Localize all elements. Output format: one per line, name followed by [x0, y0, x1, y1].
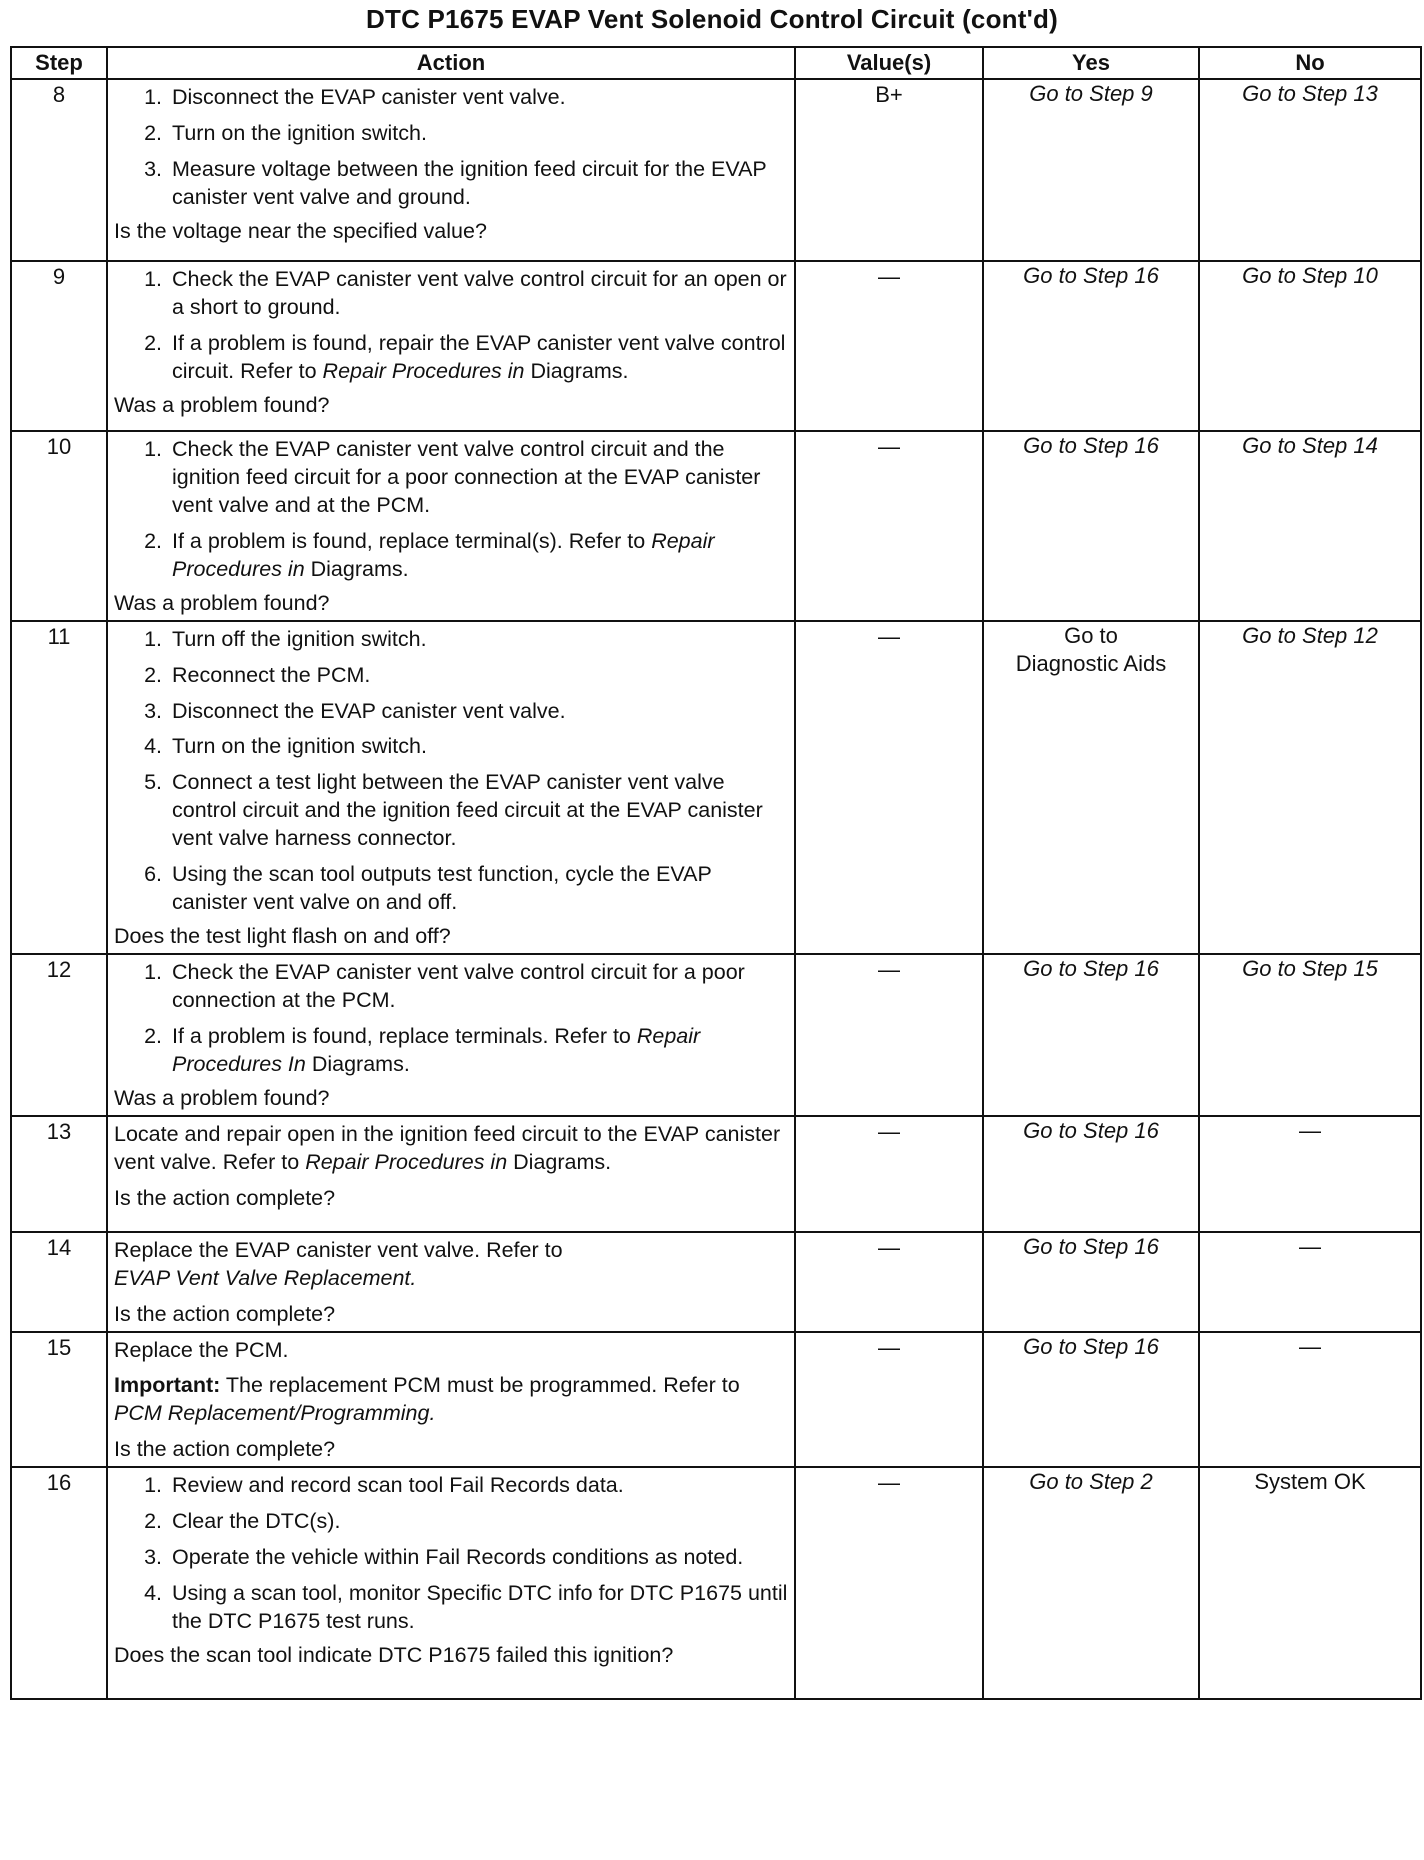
table-row-step-14	[11, 1232, 1421, 1332]
list-item: 1. Check the EVAP canister vent valve control circuit and the ignition feed circuit for a poor connection at the EVAP canister vent valve and at the PCM.	[144, 437, 761, 517]
yes-cell: Go to Step 16	[983, 431, 1199, 621]
action-cell	[107, 1467, 795, 1699]
table-row-step-15	[11, 1332, 1421, 1468]
table-row-step-12	[11, 954, 1421, 1116]
yes-cell: Go to Diagnostic Aids	[983, 621, 1199, 954]
list-item: 1. Check the EVAP canister vent valve control circuit for an open or a short to ground.	[144, 267, 787, 319]
list-item: 1. Review and record scan tool Fail Records data.	[144, 1473, 624, 1498]
value-cell: —	[795, 1467, 983, 1699]
list-item: 5. Connect a test light between the EVAP canister vent valve control circuit and the ignition feed circuit at the EVAP canister vent valve harness connector.	[144, 770, 763, 851]
no-cell: —	[1199, 1116, 1421, 1232]
list-item: 1. Turn off the ignition switch.	[144, 626, 427, 651]
yes-cell: Go to Step 16	[983, 261, 1199, 431]
yes-cell: Go to Step 9	[983, 79, 1199, 261]
list-item: 1. Disconnect the EVAP canister vent valve.	[144, 85, 566, 109]
list-item: 3. Measure voltage between the ignition feed circuit for the EVAP canister vent valve and ground.	[144, 156, 767, 209]
step-number: 11	[11, 621, 107, 954]
value-cell: —	[795, 1116, 983, 1232]
step-number: 9	[11, 261, 107, 431]
yes-cell: Go to Step 2	[983, 1467, 1199, 1699]
action-question: Was a problem found?	[114, 392, 330, 417]
step-number: 14	[11, 1232, 107, 1332]
page-title: DTC P1675 EVAP Vent Solenoid Control Circuit (cont'd)	[366, 4, 1058, 34]
yes-cell: Go to Step 16	[983, 954, 1199, 1116]
list-item: 4. Using a scan tool, monitor Specific DTC info for DTC P1675 until the DTC P1675 test runs.	[144, 1581, 788, 1633]
list-item: 2. Clear the DTC(s).	[144, 1509, 341, 1534]
table-row-step-13	[11, 1116, 1421, 1232]
yes-cell: Go to Step 16	[983, 1332, 1199, 1468]
list-item: 6. Using the scan tool outputs test function, cycle the EVAP canister vent valve on and off.	[144, 862, 712, 915]
no-cell: Go to Step 10	[1199, 261, 1421, 431]
action-cell	[107, 79, 795, 261]
yes-cell: Go to Step 16	[983, 1232, 1199, 1332]
action-steps	[114, 84, 788, 212]
no-cell: Go to Step 12	[1199, 621, 1421, 954]
action-question: Is the action complete?	[114, 1185, 336, 1210]
list-item: 2. If a problem is found, replace terminal(s). Refer to Repair Procedures in Diagrams.	[144, 528, 715, 581]
list-item: 3. Operate the vehicle within Fail Records conditions as noted.	[144, 1545, 744, 1570]
no-cell: Go to Step 13	[1199, 79, 1421, 261]
no-cell: Go to Step 14	[1199, 431, 1421, 621]
action-question: Does the scan tool indicate DTC P1675 failed this ignition?	[114, 1642, 674, 1667]
table-row-step-8	[11, 79, 1421, 261]
list-item: 3. Disconnect the EVAP canister vent valve.	[144, 698, 566, 723]
table-row-step-11	[11, 621, 1421, 954]
action-question: Is the action complete?	[114, 1301, 336, 1326]
important-note: Important: The replacement PCM must be programmed. Refer to PCM Replacement/Programming.	[114, 1373, 740, 1426]
value-cell: —	[795, 621, 983, 954]
header-step: Step	[11, 47, 107, 79]
step-number: 13	[11, 1116, 107, 1232]
header-values: Value(s)	[795, 47, 983, 79]
action-cell	[107, 954, 795, 1116]
header-row	[11, 47, 1421, 79]
list-item: 2. If a problem is found, replace terminals. Refer to Repair Procedures In Diagrams.	[144, 1023, 701, 1076]
table-row-step-9	[11, 261, 1421, 431]
list-item: 2. Reconnect the PCM.	[144, 662, 371, 687]
value-cell: —	[795, 1232, 983, 1332]
action-cell	[107, 261, 795, 431]
step-number: 12	[11, 954, 107, 1116]
no-cell: —	[1199, 1232, 1421, 1332]
action-question: Does the test light flash on and off?	[114, 924, 451, 949]
action-cell	[107, 621, 795, 954]
header-yes: Yes	[983, 47, 1199, 79]
action-question: Was a problem found?	[114, 590, 330, 615]
step-number: 15	[11, 1332, 107, 1468]
no-cell: —	[1199, 1332, 1421, 1468]
list-item: 1. Check the EVAP canister vent valve control circuit for a poor connection at the PCM.	[144, 960, 745, 1012]
diagnostic-table	[10, 46, 1422, 1700]
value-cell: —	[795, 954, 983, 1116]
yes-cell: Go to Step 16	[983, 1116, 1199, 1232]
action-cell: Locate and repair open in the ignition feed circuit to the EVAP canister vent valve. Refer to Repair Procedures in Diagrams. Is the action complete?	[107, 1116, 795, 1232]
header-action: Action	[107, 47, 795, 79]
step-number: 8	[11, 79, 107, 261]
list-item: 2. Turn on the ignition switch.	[144, 120, 427, 145]
action-cell: Replace the EVAP canister vent valve. Refer to EVAP Vent Valve Replacement. Is the action complete?	[107, 1232, 795, 1332]
table-row-step-16	[11, 1467, 1421, 1699]
value-cell: —	[795, 261, 983, 431]
action-question: Is the voltage near the specified value?	[114, 218, 487, 243]
action-question: Was a problem found?	[114, 1085, 330, 1110]
no-cell: Go to Step 15	[1199, 954, 1421, 1116]
step-number: 10	[11, 431, 107, 621]
table-row-step-10	[11, 431, 1421, 621]
value-cell: —	[795, 1332, 983, 1468]
no-cell: System OK	[1199, 1467, 1421, 1699]
value-cell: —	[795, 431, 983, 621]
action-cell: Replace the PCM. Important: The replacement PCM must be programmed. Refer to PCM Replacement/Programming. Is the action complete?	[107, 1332, 795, 1468]
step-number: 16	[11, 1467, 107, 1699]
header-no: No	[1199, 47, 1421, 79]
action-cell	[107, 431, 795, 621]
list-item: 4. Turn on the ignition switch.	[144, 734, 427, 759]
value-cell: B+	[795, 79, 983, 261]
list-item: 2. If a problem is found, repair the EVAP canister vent valve control circuit. Refer to Repair Procedures in Diagrams.	[144, 330, 786, 383]
action-question: Is the action complete?	[114, 1437, 336, 1462]
